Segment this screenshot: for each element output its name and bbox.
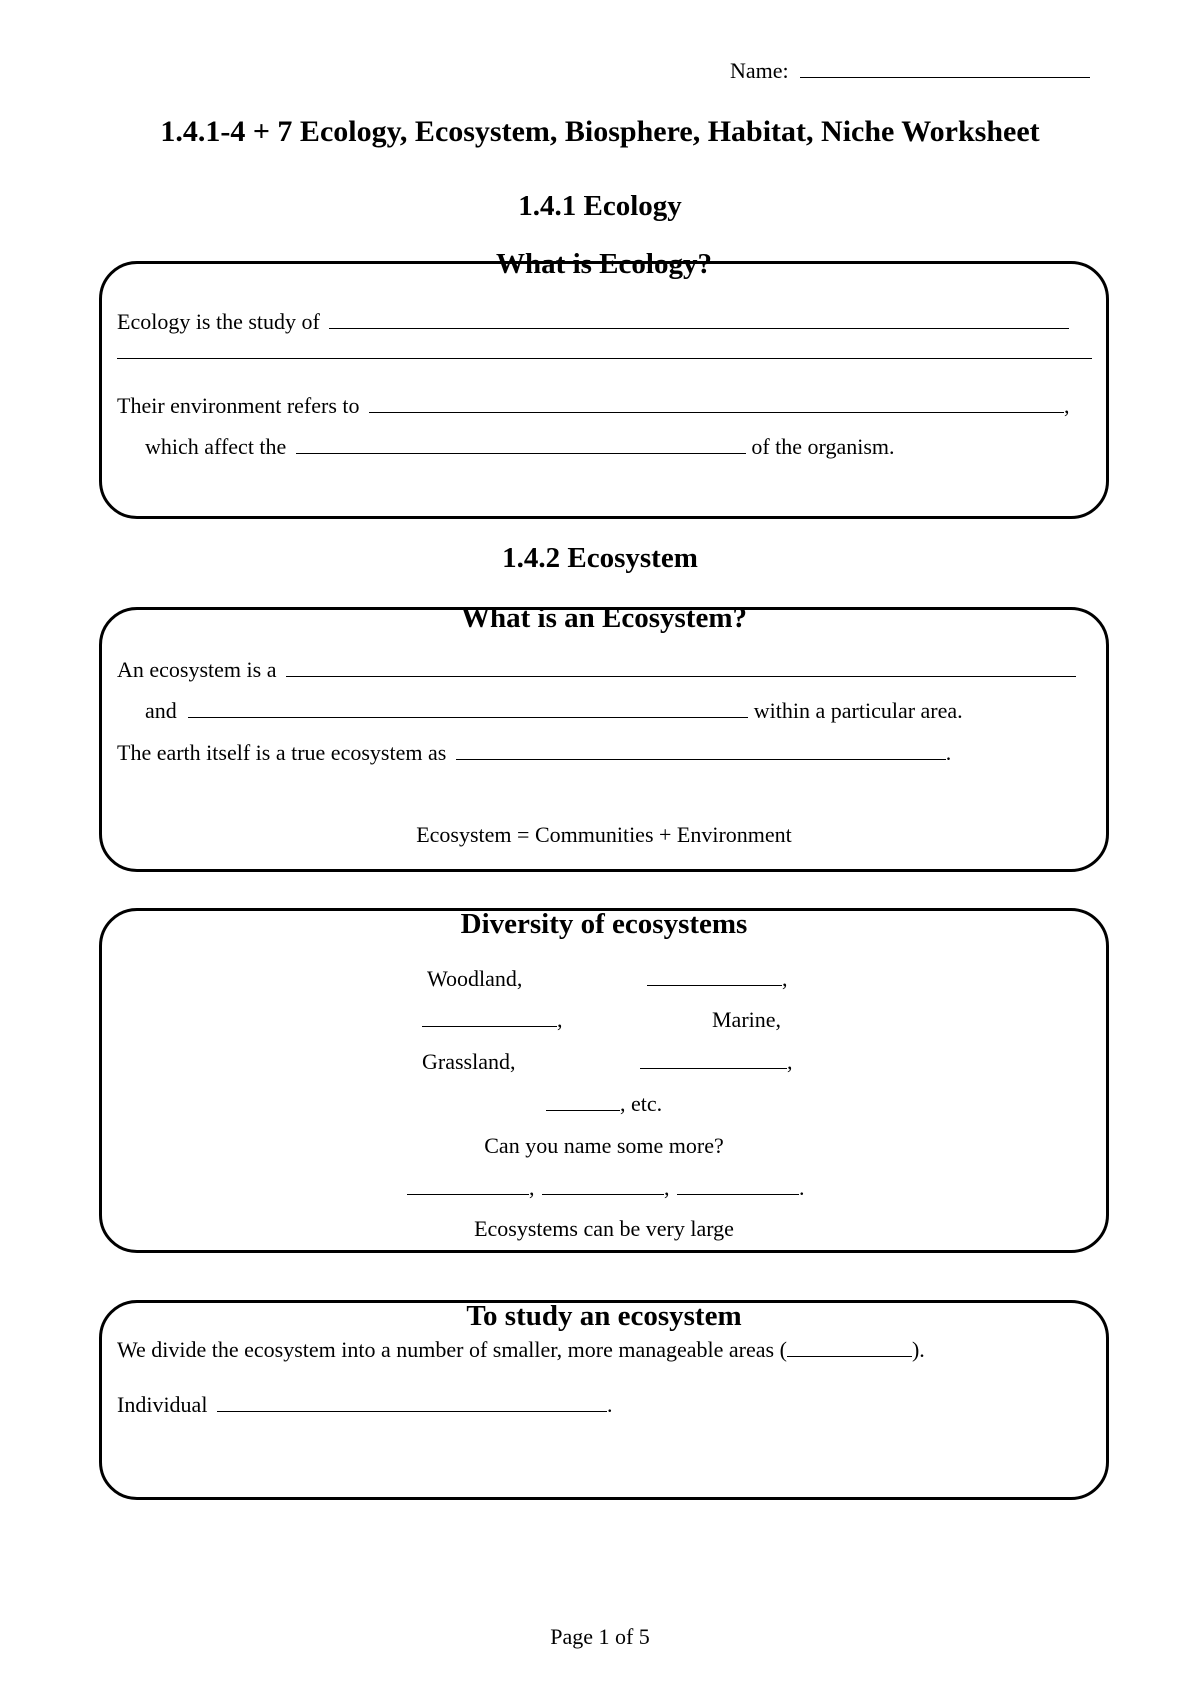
to-study-an-ecosystem-box <box>99 1300 1109 1500</box>
section-heading-ecosystem: 1.4.2 Ecosystem <box>502 542 698 574</box>
ecology-definition-line <box>117 309 1069 335</box>
answer-blank[interactable] <box>286 658 1076 677</box>
affect-line <box>145 434 895 460</box>
individual-line <box>117 1392 612 1418</box>
and-line <box>145 698 963 724</box>
name-more-question: Can you name some more? <box>484 1133 724 1158</box>
line-text: and <box>145 698 177 723</box>
line-text: , <box>782 966 788 991</box>
box-title: To study an ecosystem <box>466 1300 742 1332</box>
answer-blank[interactable] <box>647 967 782 986</box>
marine-label: Marine, <box>712 1007 782 1032</box>
section-heading-ecology: 1.4.1 Ecology <box>518 190 682 222</box>
name-label: Name: <box>730 58 789 83</box>
line-text: An ecosystem is a <box>117 657 277 682</box>
line-text: ). <box>911 1337 925 1362</box>
line-text: , etc. <box>620 1091 663 1116</box>
answer-blank[interactable] <box>422 1008 557 1027</box>
page-number: Page 1 of 5 <box>550 1624 650 1649</box>
name-field <box>730 58 1090 84</box>
ecosystems-large-note: Ecosystems can be very large <box>474 1216 734 1241</box>
answer-blank[interactable] <box>407 1176 529 1195</box>
answer-blank-full-line[interactable] <box>117 358 1092 359</box>
etc-item <box>546 1091 662 1117</box>
answer-blank[interactable] <box>542 1176 664 1195</box>
answer-blank[interactable] <box>188 699 748 718</box>
box-title: What is an Ecosystem? <box>461 602 747 634</box>
line-text: Their environment refers to <box>117 393 360 418</box>
box-title: What is Ecology? <box>496 248 712 280</box>
name-blank[interactable] <box>800 59 1090 78</box>
answer-blank[interactable] <box>329 310 1069 329</box>
line-text: . <box>799 1175 805 1200</box>
box-title: Diversity of ecosystems <box>460 908 748 940</box>
line-text: , <box>1064 393 1070 418</box>
more-blanks <box>407 1175 805 1201</box>
line-text: of the organism. <box>751 434 895 459</box>
answer-blank[interactable] <box>217 1393 607 1412</box>
what-is-an-ecosystem-box <box>99 602 1109 872</box>
answer-blank[interactable] <box>787 1338 912 1357</box>
woodland-label: Woodland, <box>427 966 523 991</box>
earth-ecosystem-line <box>117 740 951 766</box>
line-text: We divide the ecosystem into a number of smaller, more manageable areas ( <box>117 1337 787 1362</box>
line-text: within a particular area. <box>753 698 963 723</box>
line-text: which affect the <box>145 434 287 459</box>
line-text: Ecology is the study of <box>117 309 320 334</box>
answer-blank[interactable] <box>456 741 946 760</box>
document-title: 1.4.1-4 + 7 Ecology, Ecosystem, Biosphere, Habitat, Niche Worksheet <box>160 115 1040 148</box>
answer-blank[interactable] <box>640 1050 787 1069</box>
line-text: , <box>529 1175 535 1200</box>
ecosystem-equation: Ecosystem = Communities + Environment <box>416 822 792 847</box>
answer-blank[interactable] <box>677 1176 799 1195</box>
answer-blank[interactable] <box>546 1092 620 1111</box>
line-text: . <box>945 740 952 765</box>
line-text: Individual <box>117 1392 208 1417</box>
line-text: , <box>664 1175 670 1200</box>
answer-blank[interactable] <box>296 435 746 454</box>
blank-item <box>422 1007 563 1033</box>
ecosystem-definition-line <box>117 657 1076 683</box>
blank-item <box>640 1049 793 1075</box>
line-text: The earth itself is a true ecosystem as <box>117 740 447 765</box>
line-text: , <box>557 1007 563 1032</box>
blank-item <box>647 966 788 992</box>
diversity-of-ecosystems-box <box>99 908 1109 1253</box>
line-text: . <box>606 1392 613 1417</box>
environment-line <box>117 393 1070 419</box>
divide-line <box>117 1337 925 1363</box>
grassland-label: Grassland, <box>422 1049 516 1074</box>
what-is-ecology-box <box>99 248 1109 519</box>
answer-blank[interactable] <box>369 394 1064 413</box>
line-text: , <box>787 1049 793 1074</box>
